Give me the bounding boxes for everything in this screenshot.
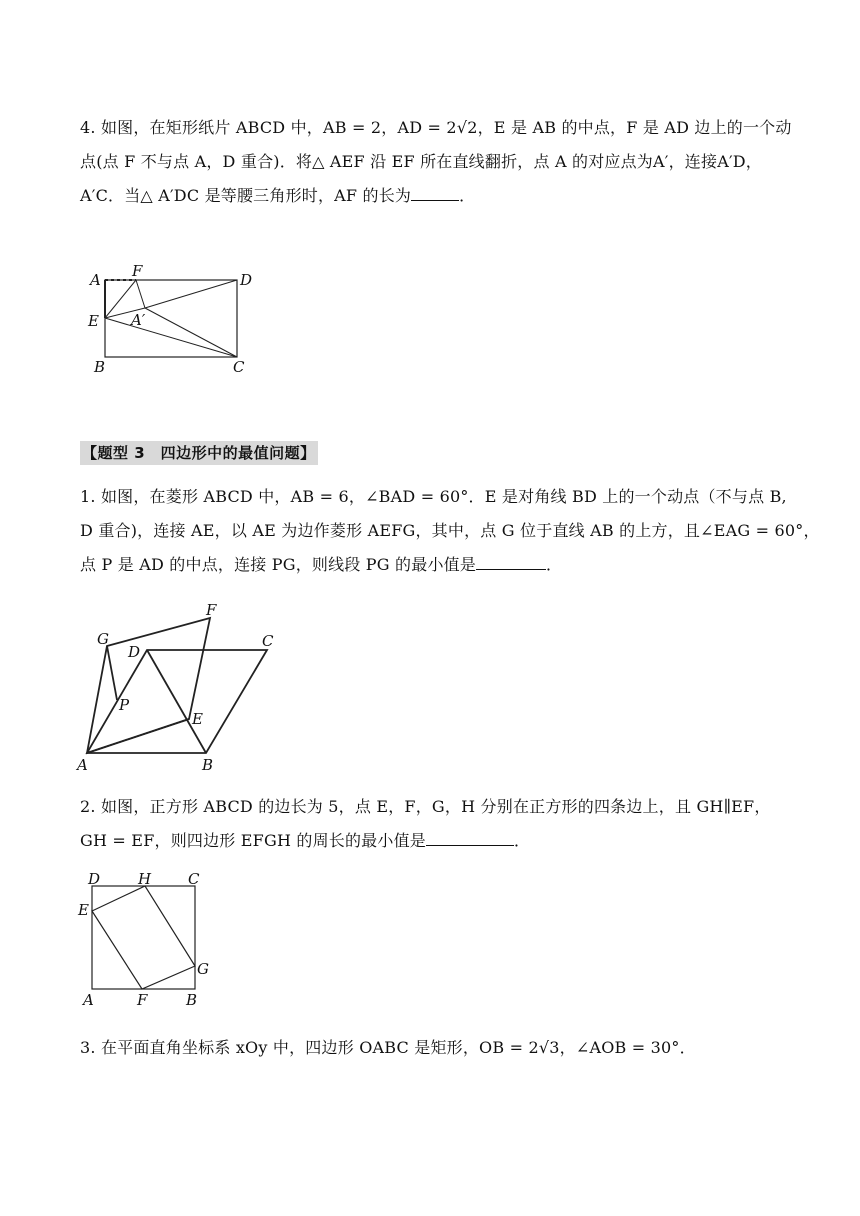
label-a-prime: A′ xyxy=(131,311,146,329)
label-f: F xyxy=(137,991,148,1009)
answer-blank xyxy=(426,827,514,846)
answer-blank xyxy=(476,551,546,570)
segment-a1c xyxy=(145,308,237,357)
figure-q2-square xyxy=(78,868,228,1013)
label-g: G xyxy=(197,960,209,978)
label-e: E xyxy=(192,710,203,728)
q2-line-1: 2. 如图，正方形 ABCD 的边长为 5，点 E，F，G，H 分别在正方形的四条边上，且 GH∥EF， xyxy=(80,797,771,816)
q4-end: ． xyxy=(459,186,476,205)
segment-fa1 xyxy=(136,280,145,308)
q4-line-3-text: A′C．当△ A′DC 是等腰三角形时，AF 的长为 xyxy=(80,186,412,205)
rectangle-abcd xyxy=(105,280,237,357)
q1-line-2: D 重合)，连接 AE，以 AE 为边作菱形 AEFG，其中，点 G 位于直线 AB 的上方，且∠EAG = 60°， xyxy=(80,521,820,540)
segment-ec xyxy=(105,318,237,357)
q4-line-3 xyxy=(80,179,780,213)
q1-line-1: 1. 如图，在菱形 ABCD 中，AB = 6，∠BAD = 60°．E 是对角线 BD 上的一个动点（不与点 B, xyxy=(80,487,787,506)
q2-end: ． xyxy=(513,831,531,850)
q4-line-1: 4. 如图，在矩形纸片 ABCD 中，AB = 2，AD = 2√2，E 是 AB 的中点，F 是 AD 边上的一个动 xyxy=(80,118,792,137)
figure-q4-rectangle xyxy=(85,262,265,376)
question-3 xyxy=(80,1031,780,1065)
label-f: F xyxy=(132,262,143,280)
diagonal-bd xyxy=(147,650,206,753)
segment-ae xyxy=(87,719,189,753)
label-c: C xyxy=(262,632,274,650)
question-4 xyxy=(80,111,792,213)
segment-a1d xyxy=(145,280,237,308)
q2-line-2-text: GH = EF，则四边形 EFGH 的周长的最小值是 xyxy=(80,831,426,850)
label-e: E xyxy=(78,901,89,919)
section-heading: 【题型 3 四边形中的最值问题】 xyxy=(80,441,318,465)
label-b: B xyxy=(94,358,106,376)
square-abcd xyxy=(92,886,195,989)
label-c: C xyxy=(233,358,245,376)
label-h: H xyxy=(138,870,152,888)
label-f: F xyxy=(206,601,217,619)
label-a: A xyxy=(77,756,88,774)
label-d: D xyxy=(128,643,141,661)
q3-line-1: 3. 在平面直角坐标系 xOy 中，四边形 OABC 是矩形，OB = 2√3，∠AOB = 30°． xyxy=(80,1038,696,1057)
label-p: P xyxy=(119,696,130,714)
q1-end: ． xyxy=(546,555,563,574)
answer-blank xyxy=(411,182,459,201)
question-1 xyxy=(80,480,820,582)
quadrilateral-efgh xyxy=(92,886,195,989)
q1-line-3 xyxy=(80,548,780,582)
label-g: G xyxy=(97,630,109,648)
label-e: E xyxy=(88,312,99,330)
label-b: B xyxy=(202,756,214,774)
label-b: B xyxy=(186,991,198,1009)
segment-gp xyxy=(107,646,117,700)
label-c: C xyxy=(188,870,200,888)
label-d: D xyxy=(240,271,253,289)
question-2 xyxy=(80,790,780,858)
q4-line-2: 点(点 F 不与点 A，D 重合)．将△ AEF 沿 EF 所在直线翻折，点 A 的对应点为A′，连接A′D， xyxy=(80,152,763,171)
figure-q1-rhombus xyxy=(75,600,295,775)
label-d: D xyxy=(88,870,101,888)
q2-line-2 xyxy=(80,824,780,858)
label-a: A xyxy=(83,991,94,1009)
label-a: A xyxy=(90,271,101,289)
q1-line-3-text: 点 P 是 AD 的中点，连接 PG，则线段 PG 的最小值是 xyxy=(80,555,477,574)
